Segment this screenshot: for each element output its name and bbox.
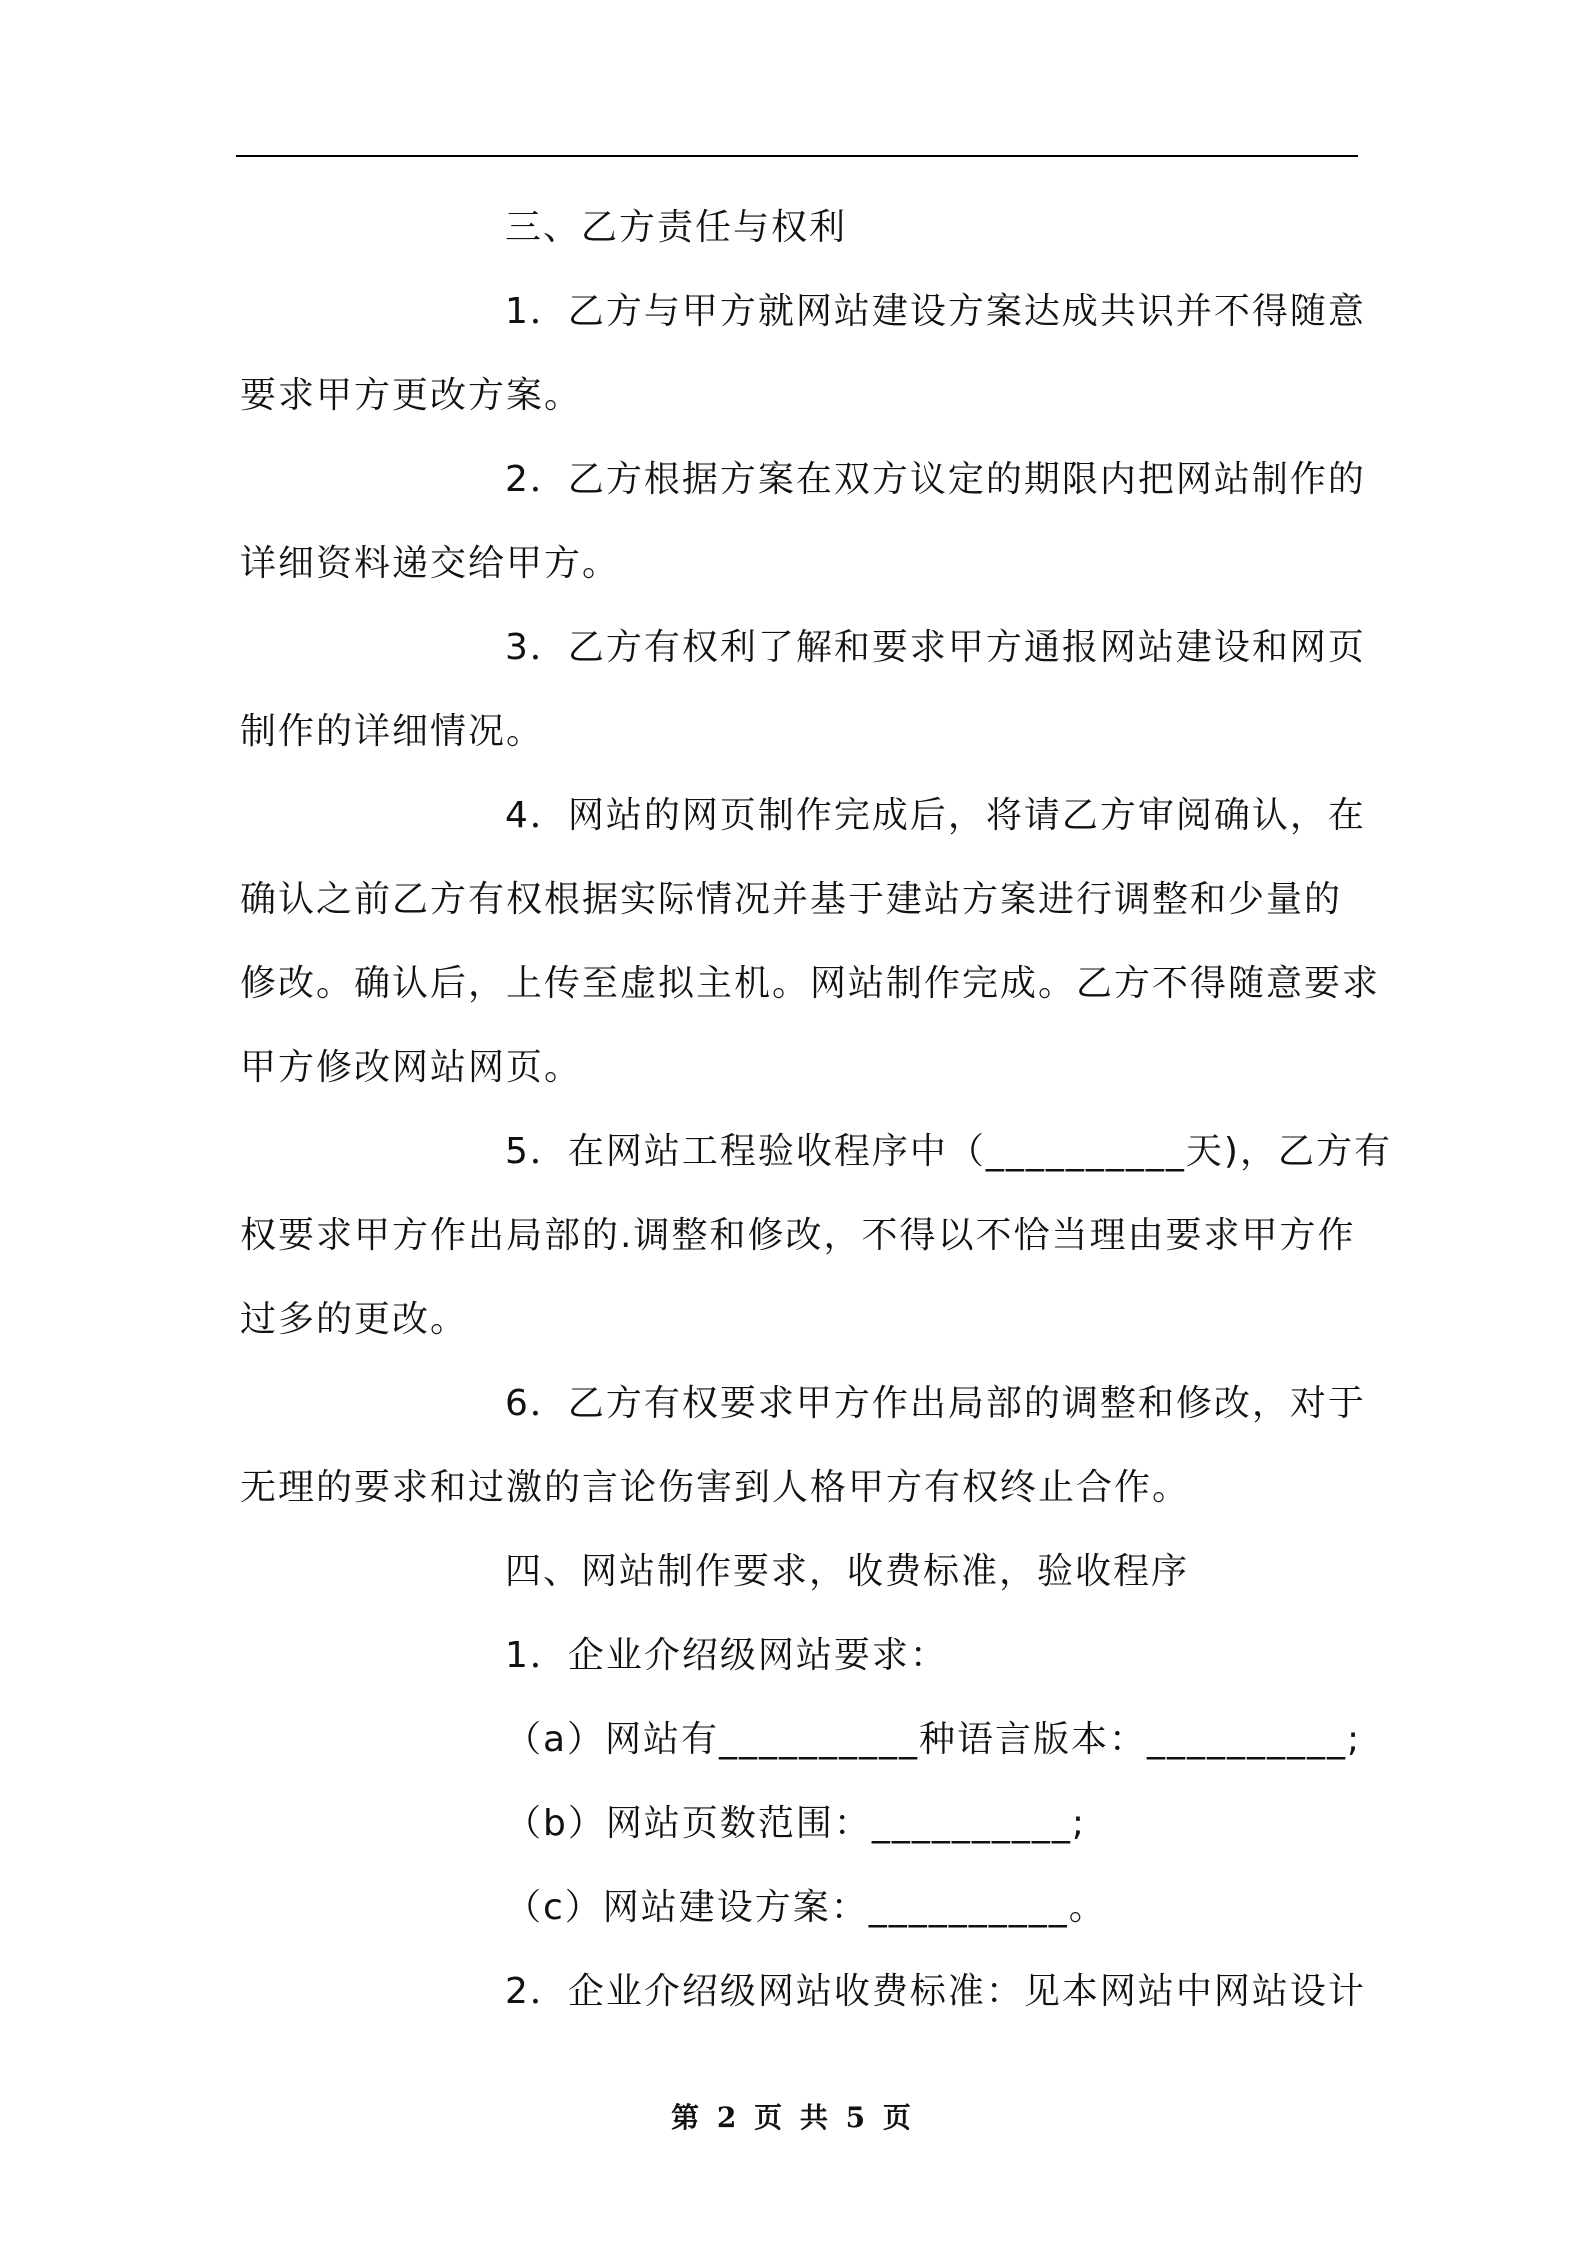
- requirement-1a: （a）网站有__________种语言版本：__________;: [505, 1719, 1362, 1760]
- header-rule: [236, 155, 1358, 157]
- clause-4-line-1: 4．网站的网页制作完成后，将请乙方审阅确认，在: [505, 795, 1366, 836]
- clause-6-line-1: 6．乙方有权要求甲方作出局部的调整和修改，对于: [505, 1383, 1366, 1424]
- page-number-footer: 第 2 页 共 5 页: [671, 2101, 915, 2134]
- clause-6-line-2: 无理的要求和过激的言论伤害到人格甲方有权终止合作。: [240, 1467, 1191, 1508]
- requirement-2: 2．企业介绍级网站收费标准：见本网站中网站设计: [505, 1971, 1366, 2012]
- section-heading-4: 四、网站制作要求，收费标准，验收程序: [505, 1551, 1190, 1592]
- clause-4-line-3: 修改。确认后，上传至虚拟主机。网站制作完成。乙方不得随意要求: [240, 963, 1381, 1004]
- clause-2-line-2: 详细资料递交给甲方。: [240, 543, 621, 584]
- requirement-1: 1．企业介绍级网站要求：: [505, 1635, 948, 1676]
- clause-4-line-4: 甲方修改网站网页。: [240, 1047, 583, 1088]
- clause-3-line-2: 制作的详细情况。: [240, 711, 545, 752]
- clause-3-line-1: 3．乙方有权利了解和要求甲方通报网站建设和网页: [505, 627, 1366, 668]
- clause-1-line-1: 1．乙方与甲方就网站建设方案达成共识并不得随意: [505, 291, 1366, 332]
- section-heading-3: 三、乙方责任与权利: [505, 207, 848, 248]
- clause-5-line-1: 5．在网站工程验收程序中（__________天)，乙方有: [505, 1131, 1392, 1172]
- clause-4-line-2: 确认之前乙方有权根据实际情况并基于建站方案进行调整和少量的: [240, 879, 1343, 920]
- requirement-1b: （b）网站页数范围：__________;: [505, 1803, 1086, 1844]
- clause-1-line-2: 要求甲方更改方案。: [240, 375, 583, 416]
- requirement-1c: （c）网站建设方案：__________。: [505, 1887, 1107, 1928]
- clause-5-line-2: 权要求甲方作出局部的.调整和修改，不得以不恰当理由要求甲方作: [240, 1215, 1356, 1256]
- clause-5-line-3: 过多的更改。: [240, 1299, 469, 1340]
- clause-2-line-1: 2．乙方根据方案在双方议定的期限内把网站制作的: [505, 459, 1366, 500]
